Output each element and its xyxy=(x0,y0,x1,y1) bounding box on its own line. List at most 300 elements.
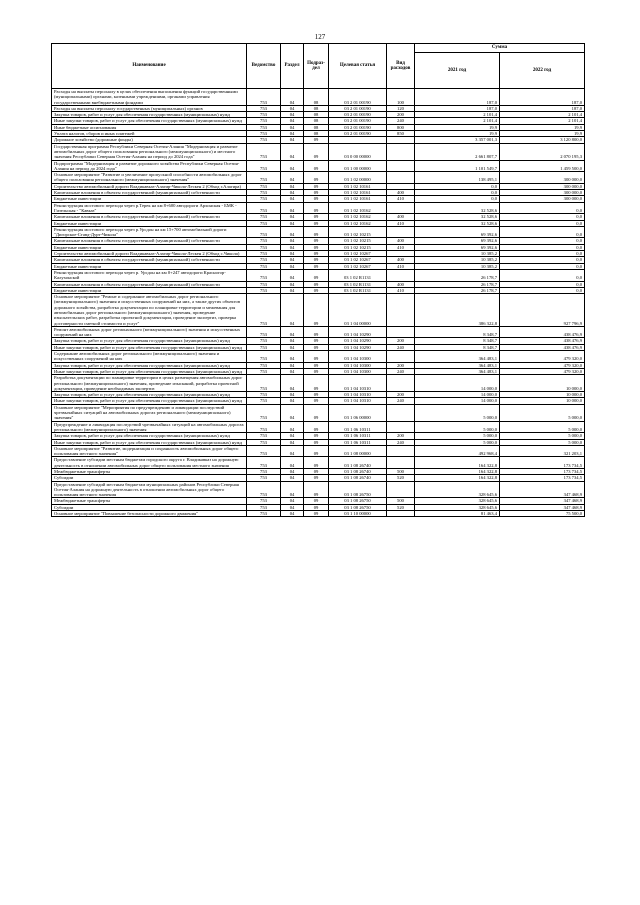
row-target-article: 03 1 02 R1131 xyxy=(329,287,387,293)
row-amount-2021: 2 101,4 xyxy=(415,118,500,124)
table-row xyxy=(52,89,585,106)
row-name: Предупреждение и ликвидация последствий чрезвычайных ситуаций на автомобильных дорогах регионального (межмуниципального) значения xyxy=(52,421,247,433)
row-amount-2022: 347 468,9 xyxy=(500,498,585,504)
row-expense-type: 240 xyxy=(387,344,415,350)
row-amount-2021: 386 322,8 xyxy=(415,294,500,327)
row-target-article: 03 1 02 10162 xyxy=(329,220,387,226)
row-amount-2022: 300 000,0 xyxy=(500,190,585,196)
row-section: 04 xyxy=(281,143,304,160)
row-section: 04 xyxy=(281,244,304,250)
row-section: 04 xyxy=(281,421,304,433)
row-name: Закупка товаров, работ и услуг для обеспечения государственных (муниципальных) нужд xyxy=(52,392,247,398)
row-target-article: 03 1 02 10162 xyxy=(329,214,387,220)
row-amount-2022: 2 101,4 xyxy=(500,118,585,124)
row-expense-type xyxy=(387,294,415,327)
row-amount-2022: 0,0 xyxy=(500,287,585,293)
row-amount-2022: 300 000,0 xyxy=(500,183,585,189)
row-subsection: 09 xyxy=(304,433,329,439)
row-expense-type xyxy=(387,511,415,517)
row-subsection: 09 xyxy=(304,439,329,445)
row-name: Межбюджетные трансферты xyxy=(52,469,247,475)
row-target-article: 03 2 01 00190 xyxy=(329,124,387,130)
row-section: 04 xyxy=(281,226,304,238)
row-target-article: 03 1 10 00000 xyxy=(329,511,387,517)
row-department: 753 xyxy=(247,362,281,368)
row-name: Расходы на выплаты персоналу в целях обеспечения выполнения функций государственными (муниципальными) органами, казенными учреждениями, органами управления государственными внебюджетными фондами xyxy=(52,89,247,106)
row-subsection: 09 xyxy=(304,351,329,363)
row-expense-type: 400 xyxy=(387,238,415,244)
row-section: 04 xyxy=(281,89,304,106)
row-expense-type: 400 xyxy=(387,214,415,220)
row-amount-2021: 364 483,1 xyxy=(415,362,500,368)
row-amount-2022: 5 000,0 xyxy=(500,439,585,445)
row-department: 753 xyxy=(247,124,281,130)
row-name: Подпрограмма "Модернизация и развитие дорожного хозяйства Республики Северная Осетия-Алания на период до 2024 года" xyxy=(52,160,247,172)
row-name: Основное мероприятие "Ремонт и содержание автомобильных дорог регионального (межмуниципального) значения и искусственных сооружений на них, а также других объектов дорожного хозяйства, разработка документации по планировке территории и межевания для автомобильных дорог регионального (межмуниципального) значения, проведение изыскательских работ, разработка проектной документации, проведение экспертиз, проверка достоверности сметной стоимости и услуг" xyxy=(52,294,247,327)
row-name: Иные закупки товаров, работ и услуг для обеспечения государственных (муниципальных) нужд xyxy=(52,368,247,374)
row-subsection: 08 xyxy=(304,124,329,130)
row-name: Ремонт автомобильных дорог регионального (межмуниципального) значения и искусственных сооружений на них xyxy=(52,326,247,338)
row-amount-2022: 438 476,9 xyxy=(500,344,585,350)
row-amount-2021: 10 385,2 xyxy=(415,263,500,269)
row-subsection: 08 xyxy=(304,89,329,106)
table-row xyxy=(52,172,585,184)
row-amount-2021: 138 495,1 xyxy=(415,172,500,184)
row-name: Иные закупки товаров, работ и услуг для обеспечения государственных (муниципальных) нужд xyxy=(52,344,247,350)
row-target-article: 03 1 02 10161 xyxy=(329,183,387,189)
row-expense-type: 100 xyxy=(387,89,415,106)
row-name: Разработка документации по планировке территории в целях размещения автомобильных дорог регионального (межмуниципального) значения, проведение изысканий, разработка проектной документации, проведение необходимых экспертиз xyxy=(52,375,247,392)
row-name: Иные закупки товаров, работ и услуг для обеспечения государственных (муниципальных) нужд xyxy=(52,439,247,445)
row-subsection: 09 xyxy=(304,338,329,344)
row-department: 753 xyxy=(247,504,281,510)
row-section: 04 xyxy=(281,196,304,202)
row-name: Капитальные вложения в объекты государственной (муниципальной) собственности xyxy=(52,257,247,263)
row-section: 04 xyxy=(281,445,304,457)
row-subsection: 09 xyxy=(304,287,329,293)
row-department: 753 xyxy=(247,338,281,344)
row-amount-2022: 173 734,5 xyxy=(500,475,585,481)
row-section: 04 xyxy=(281,105,304,111)
row-amount-2022: 5 000,0 xyxy=(500,421,585,433)
row-section: 04 xyxy=(281,281,304,287)
row-amount-2021: 328 645,6 xyxy=(415,504,500,510)
row-amount-2021: 0,0 xyxy=(415,183,500,189)
row-target-article: 03 1 06 10311 xyxy=(329,421,387,433)
row-amount-2021: 492 968,4 xyxy=(415,445,500,457)
row-target-article: 03 1 02 10267 xyxy=(329,251,387,257)
row-section: 04 xyxy=(281,190,304,196)
row-expense-type: 240 xyxy=(387,368,415,374)
row-amount-2022: 0,0 xyxy=(500,281,585,287)
row-amount-2022: 2 070 195,3 xyxy=(500,143,585,160)
row-subsection: 09 xyxy=(304,196,329,202)
row-amount-2021: 32 528,6 xyxy=(415,220,500,226)
row-name: Закупка товаров, работ и услуг для обеспечения государственных (муниципальных) нужд xyxy=(52,362,247,368)
row-amount-2022: 187,0 xyxy=(500,105,585,111)
row-section: 04 xyxy=(281,475,304,481)
row-department: 753 xyxy=(247,404,281,421)
row-name: Строительство автомобильной дороги Владикавказ-Алагир-Чикола-Лескен 2 (Обход с.Чикола) xyxy=(52,251,247,257)
row-name: Иные бюджетные ассигнования xyxy=(52,124,247,130)
row-target-article: 03 2 01 00190 xyxy=(329,112,387,118)
row-amount-2021: 364 483,1 xyxy=(415,368,500,374)
row-target-article: 03 1 04 10300 xyxy=(329,351,387,363)
row-department: 753 xyxy=(247,368,281,374)
table-row xyxy=(52,294,585,327)
row-name: Бюджетные инвестиции xyxy=(52,196,247,202)
row-amount-2021: 5 000,0 xyxy=(415,421,500,433)
row-subsection: 08 xyxy=(304,131,329,137)
row-subsection: 09 xyxy=(304,445,329,457)
header-year-2022: 2022 год xyxy=(500,53,585,89)
row-amount-2021: 19,9 xyxy=(415,124,500,130)
row-section: 04 xyxy=(281,404,304,421)
header-year-2021: 2021 год xyxy=(415,53,500,89)
row-expense-type xyxy=(387,226,415,238)
table-row xyxy=(52,511,585,517)
row-expense-type xyxy=(387,445,415,457)
row-department: 753 xyxy=(247,89,281,106)
row-department: 753 xyxy=(247,287,281,293)
row-subsection: 09 xyxy=(304,281,329,287)
row-department: 753 xyxy=(247,112,281,118)
row-department: 753 xyxy=(247,196,281,202)
row-expense-type: 400 xyxy=(387,281,415,287)
row-subsection: 09 xyxy=(304,475,329,481)
row-target-article: 03 1 04 10310 xyxy=(329,375,387,392)
row-department: 753 xyxy=(247,294,281,327)
row-name: Бюджетные инвестиции xyxy=(52,244,247,250)
row-name: Бюджетные инвестиции xyxy=(52,220,247,226)
budget-table xyxy=(51,43,585,517)
row-amount-2021: 14 000,0 xyxy=(415,392,500,398)
row-amount-2022: 1 459 500,0 xyxy=(500,160,585,172)
row-name: Расходы на выплаты персоналу государственных (муниципальных) органов xyxy=(52,105,247,111)
row-amount-2021: 69 392,6 xyxy=(415,238,500,244)
row-section: 04 xyxy=(281,368,304,374)
row-expense-type: 240 xyxy=(387,118,415,124)
row-amount-2021: 328 645,6 xyxy=(415,498,500,504)
row-department: 753 xyxy=(247,172,281,184)
row-name: Уплата налогов, сборов и иных платежей xyxy=(52,131,247,137)
row-expense-type xyxy=(387,404,415,421)
row-section: 04 xyxy=(281,433,304,439)
row-subsection: 09 xyxy=(304,344,329,350)
row-subsection: 09 xyxy=(304,511,329,517)
row-section: 04 xyxy=(281,263,304,269)
row-target-article: 03 1 08 26740 xyxy=(329,475,387,481)
row-section: 04 xyxy=(281,251,304,257)
row-name: Бюджетные инвестиции xyxy=(52,287,247,293)
row-amount-2021: 5 000,0 xyxy=(415,404,500,421)
row-target-article: 03 1 02 10162 xyxy=(329,202,387,214)
row-section: 04 xyxy=(281,183,304,189)
row-section: 04 xyxy=(281,439,304,445)
row-amount-2021: 10 385,2 xyxy=(415,257,500,263)
row-name: Капитальные вложения в объекты государственной (муниципальной) собственности xyxy=(52,281,247,287)
row-target-article: 03 1 04 10290 xyxy=(329,344,387,350)
row-department: 753 xyxy=(247,421,281,433)
row-section: 04 xyxy=(281,269,304,281)
row-name: Иные закупки товаров, работ и услуг для обеспечения государственных (муниципальных) нужд xyxy=(52,398,247,404)
row-subsection: 09 xyxy=(304,214,329,220)
row-amount-2022: 0,0 xyxy=(500,202,585,214)
row-amount-2021: 26 178,7 xyxy=(415,287,500,293)
row-department: 753 xyxy=(247,398,281,404)
header-name: Наименование xyxy=(52,44,247,89)
table-row xyxy=(52,269,585,281)
row-subsection: 09 xyxy=(304,220,329,226)
row-name: Закупка товаров, работ и услуг для обеспечения государственных (муниципальных) нужд xyxy=(52,433,247,439)
row-subsection: 09 xyxy=(304,238,329,244)
row-expense-type xyxy=(387,375,415,392)
row-amount-2022: 19,9 xyxy=(500,131,585,137)
row-amount-2021: 164 322,8 xyxy=(415,457,500,469)
row-department: 753 xyxy=(247,326,281,338)
row-expense-type: 520 xyxy=(387,504,415,510)
row-department: 753 xyxy=(247,160,281,172)
row-section: 04 xyxy=(281,202,304,214)
row-name: Основное мероприятие "Развитие, модернизация и сохранность автомобильных дорог общего пользования местного значения" xyxy=(52,445,247,457)
row-target-article: 03 1 08 26750 xyxy=(329,481,387,498)
row-department: 753 xyxy=(247,263,281,269)
row-target-article: 03 1 08 26740 xyxy=(329,469,387,475)
row-department: 753 xyxy=(247,220,281,226)
row-subsection: 09 xyxy=(304,375,329,392)
row-subsection: 08 xyxy=(304,118,329,124)
row-department: 753 xyxy=(247,214,281,220)
row-target-article: 03 1 02 10161 xyxy=(329,196,387,202)
row-amount-2022: 19,9 xyxy=(500,124,585,130)
row-name: Бюджетные инвестиции xyxy=(52,263,247,269)
row-department: 753 xyxy=(247,105,281,111)
row-subsection: 09 xyxy=(304,269,329,281)
row-section: 04 xyxy=(281,124,304,130)
row-section: 04 xyxy=(281,172,304,184)
row-department: 753 xyxy=(247,351,281,363)
header-section: Раздел xyxy=(281,44,304,89)
row-amount-2022: 10 000,0 xyxy=(500,392,585,398)
row-amount-2021: 8 348,7 xyxy=(415,326,500,338)
row-target-article: 03 1 08 00000 xyxy=(329,445,387,457)
row-target-article: 03 1 06 10311 xyxy=(329,433,387,439)
table-row xyxy=(52,445,585,457)
row-section: 04 xyxy=(281,326,304,338)
row-name: Государственная программа Республики Северная Осетия-Алания "Модернизация и развитие автомобильных дорог общего пользования регионального (межмуниципального) и местного значения Республики Северная Осетия-Алания на период до 2024 года" xyxy=(52,143,247,160)
row-expense-type: 410 xyxy=(387,287,415,293)
row-subsection: 09 xyxy=(304,183,329,189)
row-section: 04 xyxy=(281,257,304,263)
row-name: Межбюджетные трансферты xyxy=(52,498,247,504)
row-target-article: 03 1 04 10290 xyxy=(329,326,387,338)
row-target-article: 03 0 00 00000 xyxy=(329,143,387,160)
header-department: Ведомство xyxy=(247,44,281,89)
row-target-article: 03 1 04 00000 xyxy=(329,294,387,327)
row-section: 04 xyxy=(281,118,304,124)
row-target-article: 03 1 02 10267 xyxy=(329,263,387,269)
row-amount-2021: 187,0 xyxy=(415,89,500,106)
row-amount-2021: 26 178,7 xyxy=(415,281,500,287)
row-expense-type xyxy=(387,351,415,363)
row-subsection: 09 xyxy=(304,404,329,421)
row-subsection: 09 xyxy=(304,326,329,338)
row-section: 04 xyxy=(281,375,304,392)
row-expense-type: 410 xyxy=(387,244,415,250)
row-department: 753 xyxy=(247,475,281,481)
table-row xyxy=(52,226,585,238)
row-target-article: 03 1 00 00000 xyxy=(329,160,387,172)
row-name: Реконструкция мостового перехода через р. Урсдон на км 0+247 автодороги Красногор-Калухонской xyxy=(52,269,247,281)
row-department: 753 xyxy=(247,439,281,445)
row-department: 753 xyxy=(247,392,281,398)
row-target-article: 03 1 02 R1131 xyxy=(329,269,387,281)
row-name: Капитальные вложения в объекты государственной (муниципальной) собственности xyxy=(52,238,247,244)
row-amount-2021: 32 528,6 xyxy=(415,202,500,214)
row-subsection: 09 xyxy=(304,498,329,504)
row-section: 04 xyxy=(281,131,304,137)
row-target-article: 03 1 04 10290 xyxy=(329,338,387,344)
row-amount-2022: 0,0 xyxy=(500,226,585,238)
row-subsection: 09 xyxy=(304,257,329,263)
header-subsection: Подраз-дел xyxy=(304,44,329,89)
row-amount-2022: 438 476,9 xyxy=(500,338,585,344)
table-row xyxy=(52,404,585,421)
row-expense-type: 500 xyxy=(387,469,415,475)
row-department: 753 xyxy=(247,131,281,137)
row-target-article: 03 1 04 10310 xyxy=(329,392,387,398)
row-expense-type xyxy=(387,160,415,172)
row-subsection: 09 xyxy=(304,172,329,184)
row-amount-2021: 5 000,0 xyxy=(415,433,500,439)
row-department: 753 xyxy=(247,433,281,439)
row-name: Дорожное хозяйство (дорожные фонды) xyxy=(52,137,247,143)
row-expense-type: 120 xyxy=(387,105,415,111)
row-target-article: 03 1 02 10267 xyxy=(329,257,387,263)
row-amount-2022: 0,0 xyxy=(500,214,585,220)
row-subsection: 09 xyxy=(304,294,329,327)
row-department: 753 xyxy=(247,202,281,214)
row-section: 04 xyxy=(281,287,304,293)
row-department: 753 xyxy=(247,469,281,475)
row-expense-type: 240 xyxy=(387,439,415,445)
row-target-article: 03 1 08 26750 xyxy=(329,504,387,510)
row-subsection: 09 xyxy=(304,481,329,498)
row-department: 753 xyxy=(247,257,281,263)
row-expense-type: 410 xyxy=(387,220,415,226)
row-amount-2022: 0,0 xyxy=(500,269,585,281)
row-expense-type: 410 xyxy=(387,196,415,202)
row-name: Субсидии xyxy=(52,504,247,510)
row-name: Иные закупки товаров, работ и услуг для обеспечения государственных (муниципальных) нужд xyxy=(52,118,247,124)
row-department: 753 xyxy=(247,238,281,244)
row-amount-2021: 164 322,8 xyxy=(415,475,500,481)
row-amount-2022: 10 000,0 xyxy=(500,375,585,392)
row-department: 753 xyxy=(247,190,281,196)
row-amount-2021: 8 348,7 xyxy=(415,344,500,350)
row-section: 04 xyxy=(281,469,304,475)
row-subsection: 09 xyxy=(304,137,329,143)
row-department: 753 xyxy=(247,244,281,250)
row-expense-type: 200 xyxy=(387,392,415,398)
row-amount-2021: 0,0 xyxy=(415,190,500,196)
row-amount-2022: 300 000,0 xyxy=(500,196,585,202)
row-section: 04 xyxy=(281,457,304,469)
row-amount-2021: 10 385,2 xyxy=(415,251,500,257)
row-amount-2022: 479 320,0 xyxy=(500,351,585,363)
row-amount-2022: 927 796,9 xyxy=(500,294,585,327)
row-name: Капитальные вложения в объекты государственной (муниципальной) собственности xyxy=(52,190,247,196)
row-expense-type: 410 xyxy=(387,263,415,269)
row-amount-2021: 1 101 549,7 xyxy=(415,160,500,172)
row-section: 04 xyxy=(281,344,304,350)
row-target-article: 03 1 06 00000 xyxy=(329,404,387,421)
row-amount-2022: 479 320,0 xyxy=(500,368,585,374)
row-target-article: 03 2 01 00190 xyxy=(329,89,387,106)
row-department: 753 xyxy=(247,118,281,124)
row-department: 753 xyxy=(247,375,281,392)
row-amount-2022: 0,0 xyxy=(500,257,585,263)
row-department: 753 xyxy=(247,226,281,238)
row-amount-2022: 2 101,4 xyxy=(500,112,585,118)
row-amount-2021: 3 357 001,3 xyxy=(415,137,500,143)
row-expense-type: 200 xyxy=(387,338,415,344)
table-row xyxy=(52,481,585,498)
row-section: 04 xyxy=(281,511,304,517)
row-subsection: 09 xyxy=(304,244,329,250)
row-amount-2022: 0,0 xyxy=(500,220,585,226)
row-subsection: 09 xyxy=(304,263,329,269)
row-subsection: 09 xyxy=(304,226,329,238)
row-department: 753 xyxy=(247,137,281,143)
row-section: 04 xyxy=(281,481,304,498)
row-expense-type xyxy=(387,457,415,469)
row-expense-type: 400 xyxy=(387,190,415,196)
row-section: 04 xyxy=(281,294,304,327)
row-target-article: 03 1 04 10300 xyxy=(329,362,387,368)
row-section: 04 xyxy=(281,392,304,398)
row-name: Основное мероприятие "Мероприятия по предупреждению и ликвидации последствий чрезвычайных ситуаций на автомобильных дорогах регионального (межмуниципального) значения" xyxy=(52,404,247,421)
row-subsection: 08 xyxy=(304,112,329,118)
row-department: 753 xyxy=(247,344,281,350)
row-amount-2021: 164 322,8 xyxy=(415,469,500,475)
row-subsection: 09 xyxy=(304,392,329,398)
row-section: 04 xyxy=(281,351,304,363)
row-amount-2022: 75 500,0 xyxy=(500,511,585,517)
row-amount-2021: 8 348,7 xyxy=(415,338,500,344)
row-name: Предоставление субсидий местным бюджетам муниципальных районов Республики Северная Осетия-Алания на дорожную деятельность в отношении автомобильных дорог общего пользования местного значения xyxy=(52,481,247,498)
row-subsection: 08 xyxy=(304,105,329,111)
row-department: 753 xyxy=(247,445,281,457)
row-amount-2022: 173 734,5 xyxy=(500,457,585,469)
row-section: 04 xyxy=(281,398,304,404)
row-expense-type xyxy=(387,202,415,214)
row-section: 04 xyxy=(281,220,304,226)
row-amount-2022: 438 476,9 xyxy=(500,326,585,338)
row-amount-2021: 0,0 xyxy=(415,196,500,202)
row-expense-type: 520 xyxy=(387,475,415,481)
row-name: Основное мероприятие "Повышение безопасности дорожного движения" xyxy=(52,511,247,517)
row-expense-type: 240 xyxy=(387,398,415,404)
row-subsection: 09 xyxy=(304,160,329,172)
table-row xyxy=(52,375,585,392)
row-amount-2021: 26 178,7 xyxy=(415,269,500,281)
row-amount-2022: 3 120 800,0 xyxy=(500,137,585,143)
row-expense-type: 800 xyxy=(387,124,415,130)
row-department: 753 xyxy=(247,481,281,498)
row-subsection: 09 xyxy=(304,504,329,510)
row-department: 753 xyxy=(247,269,281,281)
